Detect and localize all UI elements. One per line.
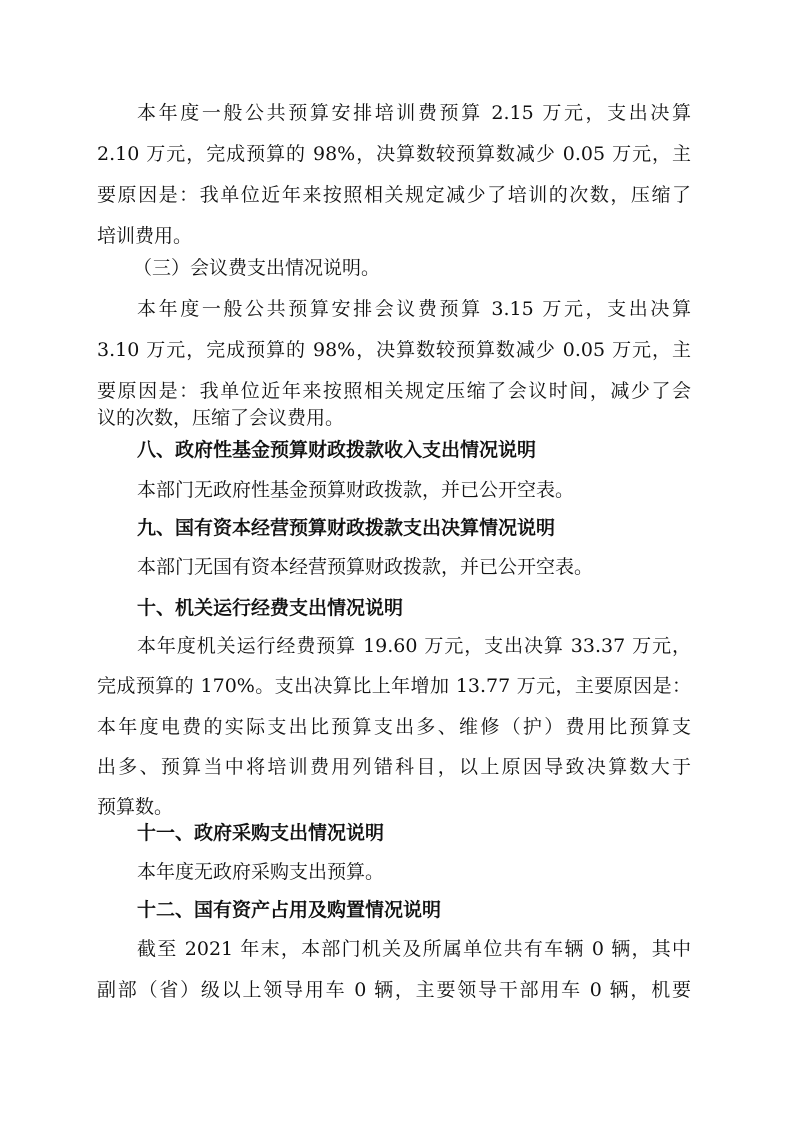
- paragraph-line: 培训费用。: [97, 225, 193, 247]
- paragraph-line: 本年度无政府采购支出预算。: [137, 861, 385, 883]
- paragraph-line: 副部（省）级以上领导用车 0 辆，主要领导干部用车 0 辆，机要: [97, 979, 691, 1001]
- section-heading: 九、国有资本经营预算财政拨款支出决算情况说明: [137, 517, 556, 539]
- paragraph-line: 本年度一般公共预算安排培训费预算 2.15 万元，支出决算: [137, 102, 691, 124]
- paragraph-line: 3.10 万元，完成预算的 98%，决算数较预算数减少 0.05 万元，主: [97, 339, 691, 361]
- subsection-heading: （三）会议费支出情况说明。: [133, 257, 381, 279]
- paragraph-line: 完成预算的 170%。支出决算比上年增加 13.77 万元，主要原因是：: [97, 675, 691, 697]
- paragraph-line: 本年度机关运行经费预算 19.60 万元，支出决算 33.37 万元，: [137, 635, 691, 657]
- section-heading: 十、机关运行经费支出情况说明: [137, 597, 404, 619]
- paragraph-line: 本部门无政府性基金预算财政拨款，并已公开空表。: [137, 479, 575, 501]
- section-heading: 十二、国有资产占用及购置情况说明: [137, 899, 442, 921]
- section-heading: 八、政府性基金预算财政拨款收入支出情况说明: [137, 439, 537, 461]
- paragraph-line: 要原因是：我单位近年来按照相关规定减少了培训的次数，压缩了: [97, 184, 691, 206]
- paragraph-line: 预算数。: [97, 796, 174, 818]
- paragraph-line: 要原因是：我单位近年来按照相关规定压缩了会议时间，减少了会: [97, 380, 691, 402]
- paragraph-line: 截至 2021 年末，本部门机关及所属单位共有车辆 0 辆，其中: [137, 938, 691, 960]
- paragraph-line: 议的次数，压缩了会议费用。: [97, 407, 345, 429]
- section-heading: 十一、政府采购支出情况说明: [137, 822, 385, 844]
- paragraph-line: 出多、预算当中将培训费用列错科目，以上原因导致决算数大于: [97, 756, 691, 778]
- paragraph-line: 本年度电费的实际支出比预算支出多、维修（护）费用比预算支: [97, 716, 691, 738]
- paragraph-line: 本年度一般公共预算安排会议费预算 3.15 万元，支出决算: [137, 298, 691, 320]
- paragraph-line: 2.10 万元，完成预算的 98%，决算数较预算数减少 0.05 万元，主: [97, 143, 691, 165]
- paragraph-line: 本部门无国有资本经营预算财政拨款，并已公开空表。: [137, 556, 594, 578]
